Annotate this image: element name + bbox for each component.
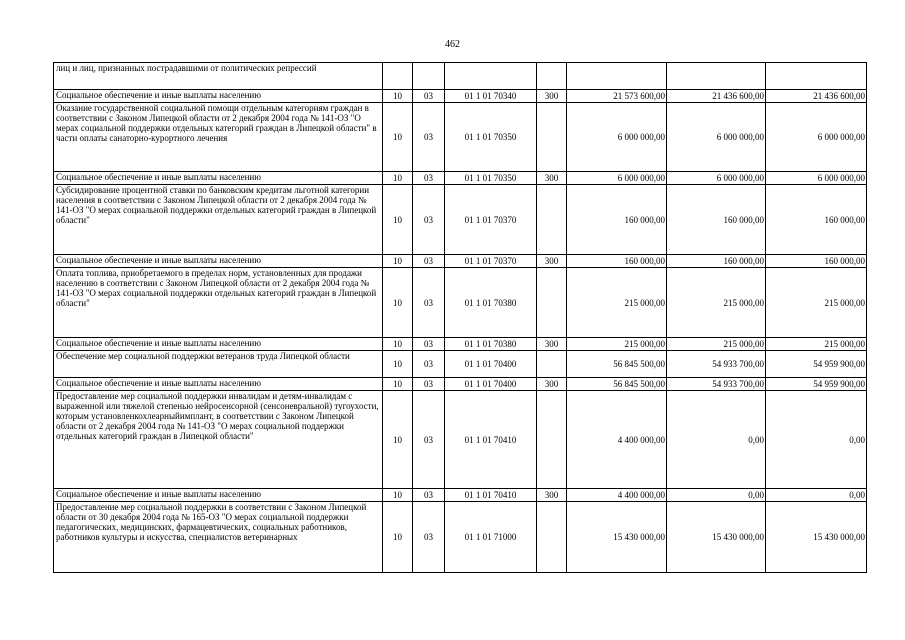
amount-year-2: 215 000,00 [667,338,766,351]
table-row [54,90,867,103]
budget-table [53,62,867,573]
section-code: 10 [383,338,413,351]
target-item-code: 01 1 01 70370 [445,185,537,255]
amount-year-3: 6 000 000,00 [766,172,867,185]
expense-type-code [537,268,567,338]
amount-year-2: 21 436 600,00 [667,90,766,103]
section-code: 10 [383,185,413,255]
table-row [54,351,867,378]
subsection-code: 03 [413,351,445,378]
expense-type-code [537,351,567,378]
table-row [54,255,867,268]
expense-type-code [537,391,567,489]
row-description: Социальное обеспечение и иные выплаты населению [54,255,383,268]
table-row [54,172,867,185]
section-code: 10 [383,391,413,489]
row-description: Социальное обеспечение и иные выплаты населению [54,489,383,502]
amount-year-1: 56 845 500,00 [567,378,667,391]
row-description: Социальное обеспечение и иные выплаты населению [54,378,383,391]
subsection-code: 03 [413,268,445,338]
row-description: Обеспечение мер социальной поддержки ветеранов труда Липецкой области [54,351,383,378]
row-description: Оплата топлива, приобретаемого в пределах норм, установленных для продажи населению в соответствии с Законом Липецкой области от 2 декабря 2004 года № 141-ОЗ "О мерах социальной поддержки отдельных категорий граждан в Липецкой области" [54,268,383,338]
amount-year-2: 54 933 700,00 [667,351,766,378]
amount-year-1: 6 000 000,00 [567,103,667,172]
subsection-code: 03 [413,103,445,172]
section-code: 10 [383,268,413,338]
subsection-code: 03 [413,338,445,351]
section-code [383,63,413,90]
target-item-code: 01 1 01 70340 [445,90,537,103]
amount-year-3: 215 000,00 [766,268,867,338]
expense-type-code: 300 [537,378,567,391]
amount-year-1: 56 845 500,00 [567,351,667,378]
target-item-code: 01 1 01 70380 [445,338,537,351]
target-item-code: 01 1 01 70350 [445,172,537,185]
expense-type-code [537,103,567,172]
table-row [54,338,867,351]
row-description: Социальное обеспечение и иные выплаты населению [54,338,383,351]
table-row [54,185,867,255]
subsection-code [413,63,445,90]
target-item-code: 01 1 01 70410 [445,391,537,489]
subsection-code: 03 [413,90,445,103]
amount-year-2: 215 000,00 [667,268,766,338]
amount-year-1 [567,63,667,90]
row-description: Социальное обеспечение и иные выплаты населению [54,90,383,103]
amount-year-1: 215 000,00 [567,338,667,351]
amount-year-3: 215 000,00 [766,338,867,351]
target-item-code: 01 1 01 70400 [445,378,537,391]
amount-year-3: 6 000 000,00 [766,103,867,172]
amount-year-3: 160 000,00 [766,255,867,268]
amount-year-2: 6 000 000,00 [667,172,766,185]
expense-type-code: 300 [537,489,567,502]
expense-type-code: 300 [537,338,567,351]
amount-year-1: 21 573 600,00 [567,90,667,103]
row-description: Субсидирование процентной ставки по банковским кредитам льготной категории населения в соответствии с Законом Липецкой области от 2 декабря 2004 года № 141-ОЗ "О мерах социальной поддержки отдельных категорий граждан в Липецкой области" [54,185,383,255]
table-row [54,489,867,502]
section-code: 10 [383,351,413,378]
expense-type-code [537,502,567,573]
amount-year-1: 160 000,00 [567,255,667,268]
amount-year-1: 215 000,00 [567,268,667,338]
amount-year-3: 0,00 [766,391,867,489]
section-code: 10 [383,489,413,502]
section-code: 10 [383,502,413,573]
target-item-code: 01 1 01 70380 [445,268,537,338]
target-item-code: 01 1 01 70400 [445,351,537,378]
table-row [54,103,867,172]
subsection-code: 03 [413,185,445,255]
amount-year-3: 160 000,00 [766,185,867,255]
amount-year-3: 54 959 900,00 [766,351,867,378]
expense-type-code: 300 [537,255,567,268]
subsection-code: 03 [413,172,445,185]
amount-year-2: 0,00 [667,489,766,502]
row-description: Предоставление мер социальной поддержки в соответствии с Законом Липецкой области от 30 декабря 2004 года № 165-ОЗ "О мерах социальной поддержки педагогических, медицинских, фармацевтических, социальных работников, работников культуры и искусства, специалистов ветеринарных [54,502,383,573]
amount-year-2: 54 933 700,00 [667,378,766,391]
subsection-code: 03 [413,502,445,573]
row-description: Оказание государственной социальной помощи отдельным категориям граждан в соответствии с Законом Липецкой области от 2 декабря 2004 года № 141-ОЗ "О мерах социальной поддержки отдельных категорий граждан в Липецкой области" в части оплаты санаторно-курортного лечения [54,103,383,172]
table-row [54,268,867,338]
amount-year-3: 54 959 900,00 [766,378,867,391]
section-code: 10 [383,172,413,185]
amount-year-2: 0,00 [667,391,766,489]
subsection-code: 03 [413,378,445,391]
amount-year-1: 160 000,00 [567,185,667,255]
amount-year-2: 6 000 000,00 [667,103,766,172]
amount-year-2 [667,63,766,90]
section-code: 10 [383,103,413,172]
amount-year-2: 160 000,00 [667,185,766,255]
section-code: 10 [383,378,413,391]
page-number: 462 [445,39,460,50]
table-row [54,391,867,489]
expense-type-code: 300 [537,90,567,103]
amount-year-3 [766,63,867,90]
subsection-code: 03 [413,391,445,489]
amount-year-1: 15 430 000,00 [567,502,667,573]
subsection-code: 03 [413,255,445,268]
target-item-code: 01 1 01 70350 [445,103,537,172]
expense-type-code [537,63,567,90]
amount-year-3: 15 430 000,00 [766,502,867,573]
row-description: лиц и лиц, признанных пострадавшими от политических репрессий [54,63,383,90]
section-code: 10 [383,255,413,268]
target-item-code [445,63,537,90]
table-row [54,502,867,573]
table-row [54,63,867,90]
table-row [54,378,867,391]
row-description: Социальное обеспечение и иные выплаты населению [54,172,383,185]
amount-year-3: 0,00 [766,489,867,502]
amount-year-2: 15 430 000,00 [667,502,766,573]
expense-type-code [537,185,567,255]
amount-year-1: 6 000 000,00 [567,172,667,185]
expense-type-code: 300 [537,172,567,185]
amount-year-1: 4 400 000,00 [567,391,667,489]
section-code: 10 [383,90,413,103]
amount-year-1: 4 400 000,00 [567,489,667,502]
target-item-code: 01 1 01 70370 [445,255,537,268]
amount-year-3: 21 436 600,00 [766,90,867,103]
target-item-code: 01 1 01 71000 [445,502,537,573]
target-item-code: 01 1 01 70410 [445,489,537,502]
subsection-code: 03 [413,489,445,502]
row-description: Предоставление мер социальной поддержки инвалидам и детям-инвалидам с выраженной или тяжелой степенью нейросенсорной (сенсоневральной) тугоухости, которым установленкохлеарныйимплант, в соответствии с Законом Липецкой области от 2 декабря 2004 года № 141-ОЗ "О мерах социальной поддержки отдельных категорий граждан в Липецкой области" [54,391,383,489]
amount-year-2: 160 000,00 [667,255,766,268]
